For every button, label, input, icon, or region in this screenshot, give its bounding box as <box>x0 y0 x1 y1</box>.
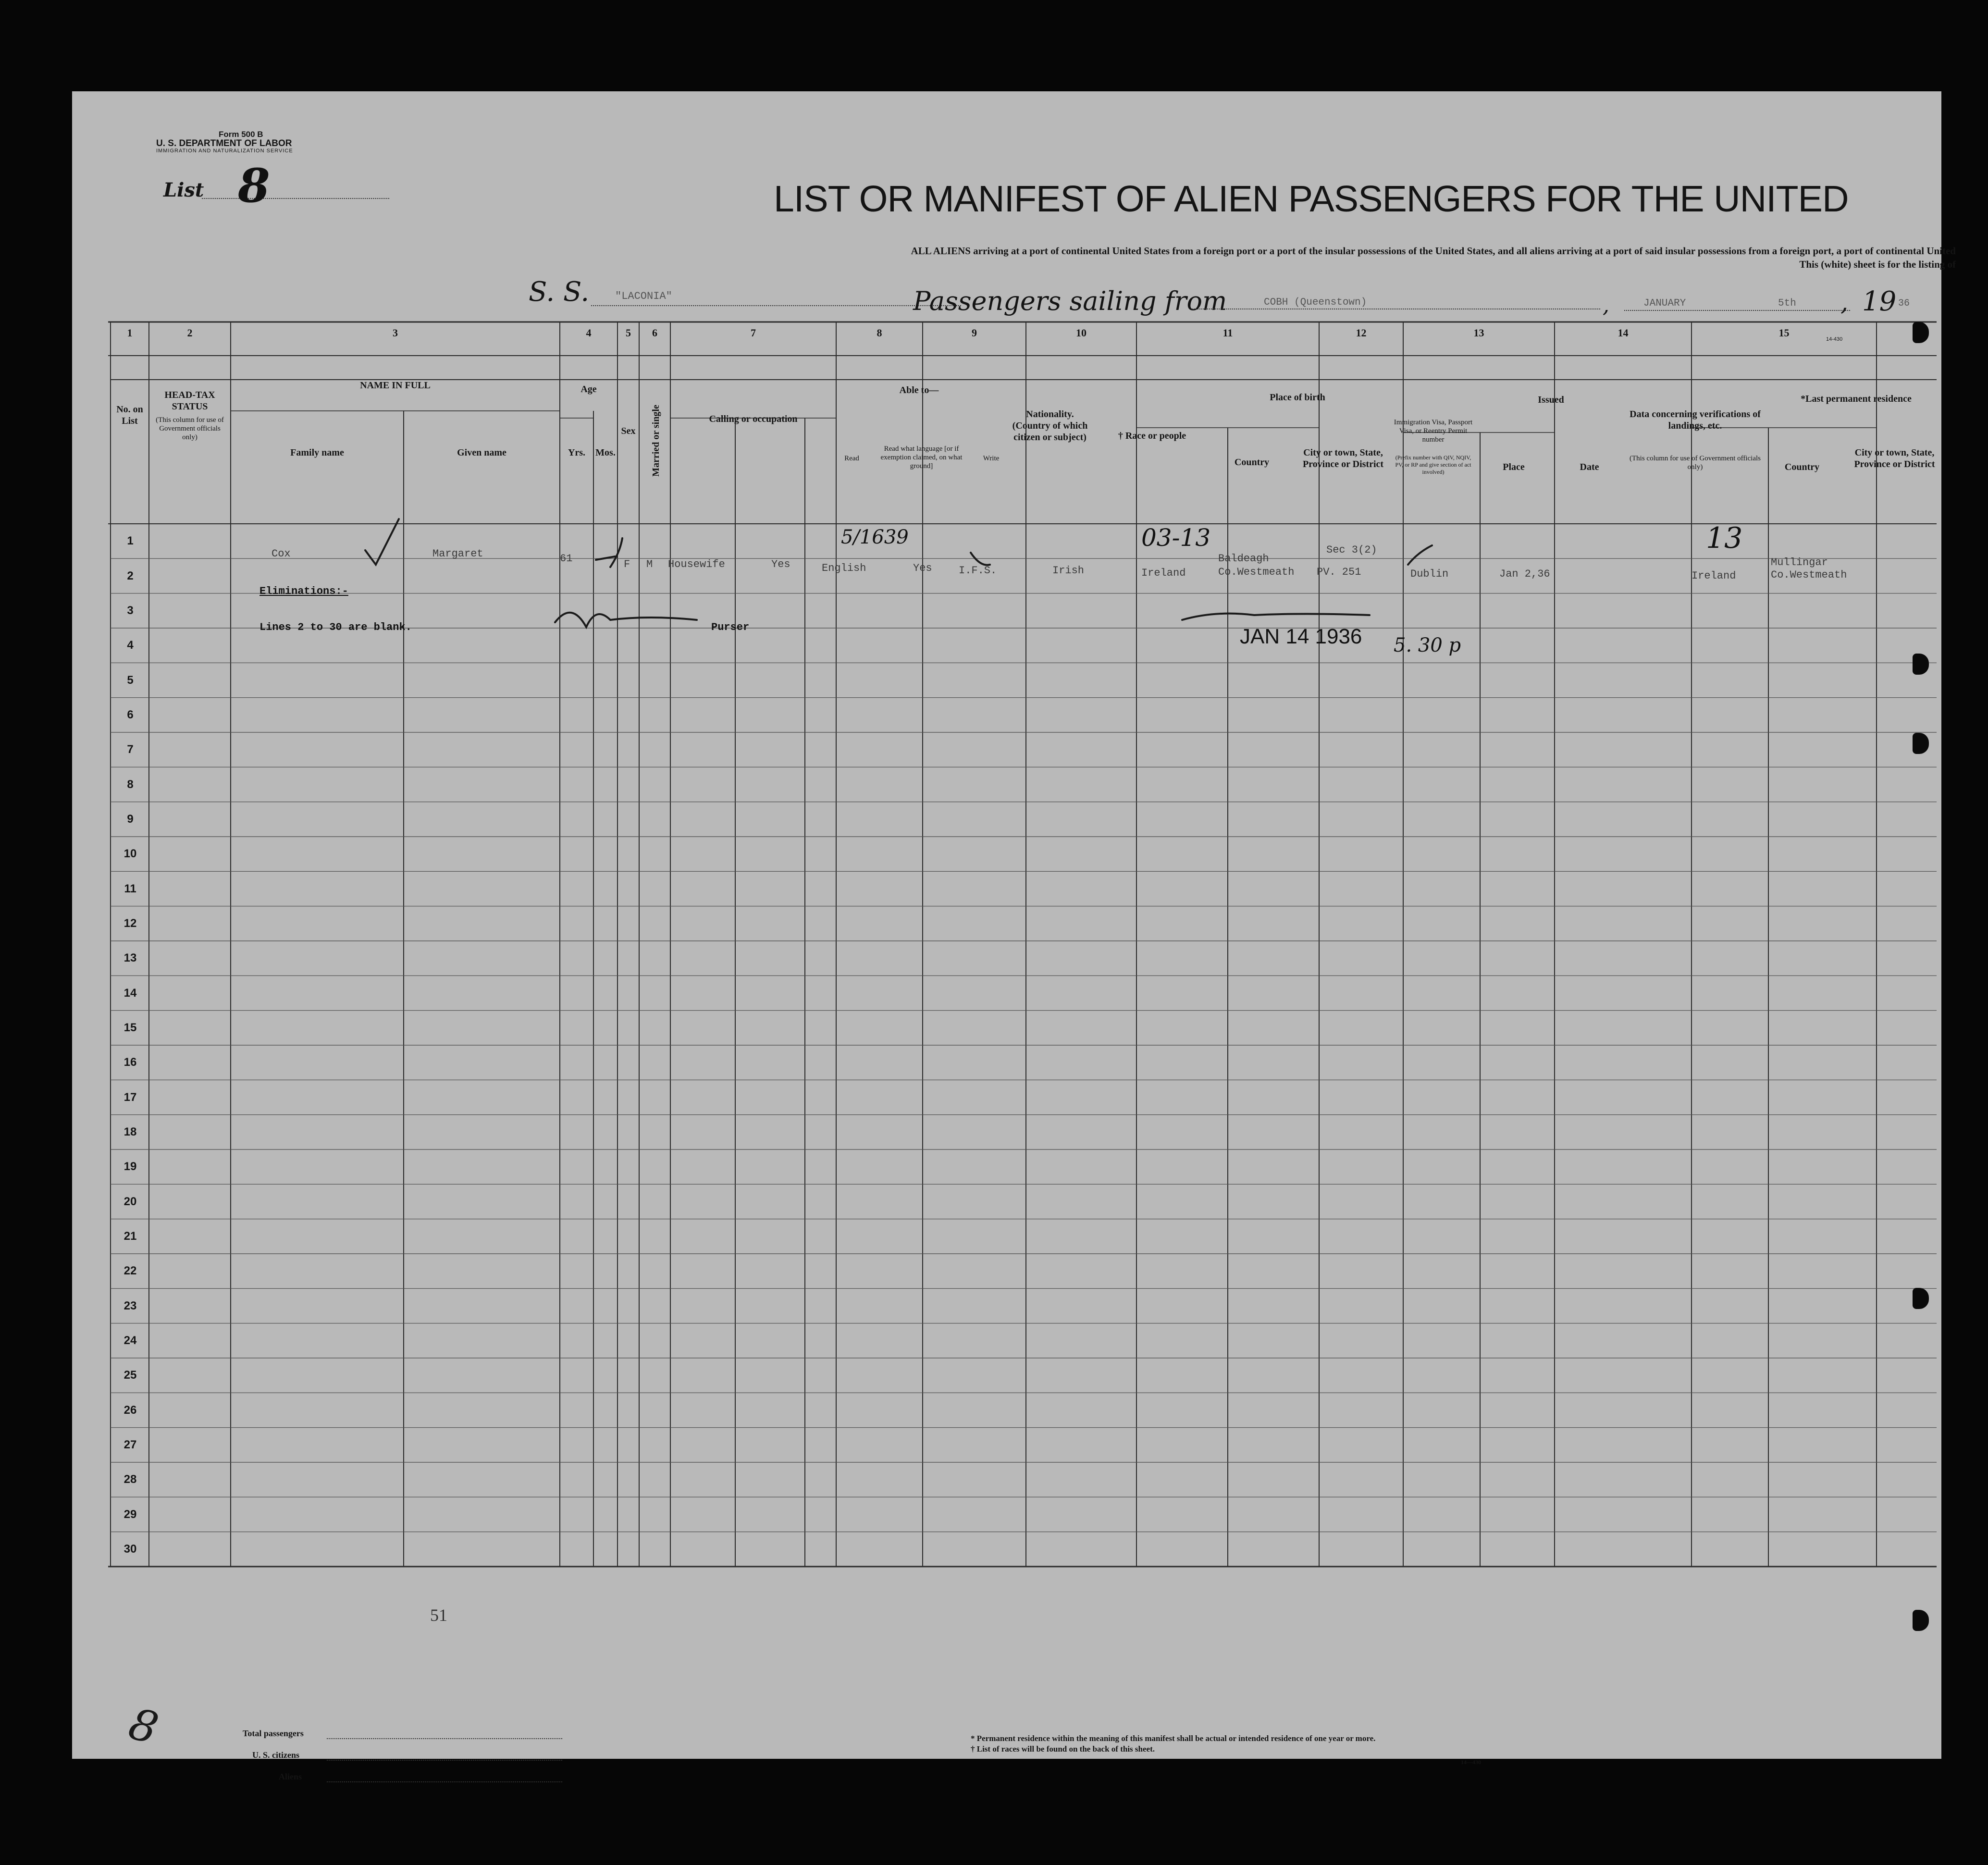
entry-given-name: Margaret <box>432 548 483 560</box>
hand-res-code: 13 <box>1706 521 1743 555</box>
check-nationality <box>971 553 990 565</box>
header-read-language: Read what language [or if exemption claimed, on what ground] <box>880 445 963 470</box>
header-age: Age <box>580 384 597 395</box>
header-place-of-birth: Place of birth <box>1270 392 1325 403</box>
entry-occupation: Housewife <box>668 558 725 570</box>
manifest-title: LIST OR MANIFEST OF ALIEN PASSENGERS FOR THE UNITED <box>774 178 1849 220</box>
manifest-sheet <box>72 91 1956 1781</box>
entry-visa-number: PV. 251 <box>1317 566 1361 578</box>
sailing-day: 5th <box>1778 298 1796 309</box>
header-read: Read <box>844 455 859 462</box>
col-num-6: 6 <box>652 327 657 339</box>
row-number: 16 <box>123 1056 137 1069</box>
subtitle-line2: This (white) sheet is for the listing of <box>1799 259 1956 270</box>
col-num-2: 2 <box>187 327 193 339</box>
handwriting-layer <box>72 91 1941 1759</box>
row-number: 7 <box>127 743 134 756</box>
col-num-10: 10 <box>1076 327 1087 339</box>
entry-birth-district: Co.Westmeath <box>1218 566 1295 578</box>
header-married: Married or single <box>651 405 661 477</box>
row-number: 20 <box>123 1195 137 1208</box>
col-num-5: 5 <box>626 327 631 339</box>
year-suffix: 36 <box>1898 298 1910 309</box>
header-verifications: Data concerning verifications of landings, etc. <box>1630 409 1761 431</box>
header-name-in-full: NAME IN FULL <box>360 380 431 391</box>
check-visa <box>1408 545 1432 565</box>
header-race: † Race or people <box>1118 431 1186 441</box>
footer-total: Total passengers <box>243 1729 304 1738</box>
entry-birth-country: Ireland <box>1141 567 1186 579</box>
header-birth-country: Country <box>1234 457 1270 468</box>
purser-signature <box>555 613 697 627</box>
header-given-name: Given name <box>457 447 506 458</box>
header-head-tax: HEAD-TAX STATUS <box>164 390 215 412</box>
row-number: 5 <box>127 673 134 687</box>
col-num-14: 14 <box>1618 327 1629 339</box>
sailing-month: JANUARY <box>1643 298 1686 309</box>
col-num-8: 8 <box>877 327 882 339</box>
margin-mark: 8 <box>123 1698 163 1754</box>
footer-aliens-line <box>327 1772 562 1782</box>
row-number: 18 <box>123 1125 137 1138</box>
header-head-tax-note: (This column for use of Government officials only) <box>156 416 224 441</box>
slash-mark <box>610 538 622 567</box>
row-number: 2 <box>127 569 134 582</box>
entry-issued-place: Dublin <box>1410 568 1449 580</box>
year-prefix: 19 <box>1862 286 1897 317</box>
col-num-1: 1 <box>127 327 133 339</box>
entry-family-name: Cox <box>272 548 291 560</box>
date-stamp: JAN 14 1936 <box>1240 625 1362 648</box>
list-number: 8 <box>238 159 270 213</box>
signature-john <box>1182 614 1370 620</box>
col-num-9: 9 <box>972 327 977 339</box>
row-number: 30 <box>123 1542 137 1556</box>
header-res-country: Country <box>1784 462 1820 472</box>
purser-label: Purser <box>711 621 750 633</box>
comma: , <box>1603 293 1609 318</box>
entry-res-city: Mullingar <box>1771 556 1828 568</box>
small-number: 51 <box>430 1606 447 1625</box>
dash-mark <box>596 556 615 560</box>
subtitle-line1: ALL ALIENS arriving at a port of continental United States from a foreign port or a port of the insular possessions of the United States, and all aliens arriving at a port of said insular possessions from a foreign port, a port of continental United <box>911 245 1956 257</box>
header-sex: Sex <box>621 426 636 436</box>
col-num-11: 11 <box>1222 327 1233 339</box>
entry-age-yrs: 61 <box>560 553 573 565</box>
header-calling: Calling or occupation <box>709 414 798 424</box>
row-number: 25 <box>123 1369 137 1382</box>
row-number: 28 <box>123 1473 137 1486</box>
entry-marital: M <box>646 558 653 570</box>
entry-race: Irish <box>1052 565 1085 577</box>
footer-aliens: Aliens <box>279 1772 302 1781</box>
row-number: 19 <box>123 1160 137 1173</box>
row-number: 17 <box>123 1090 137 1104</box>
comma-2: , <box>1840 288 1848 316</box>
list-label: List <box>163 179 204 201</box>
col-num-15: 15 <box>1778 327 1790 339</box>
entry-birth-city: Baldeagh <box>1218 553 1269 565</box>
row-number: 3 <box>127 604 134 617</box>
row-number: 1 <box>127 534 134 548</box>
col-num-4: 4 <box>586 327 592 339</box>
footer-citizens: U. S. citizens <box>252 1750 299 1760</box>
row-number: 4 <box>127 639 134 652</box>
header-residence: *Last permanent residence <box>1801 394 1912 404</box>
header-yrs: Yrs. <box>568 447 586 458</box>
ss-label: S. S. <box>529 276 590 308</box>
entry-language: English <box>822 562 866 574</box>
entry-read: Yes <box>771 558 790 570</box>
col-num-13: 13 <box>1473 327 1484 339</box>
header-res-city: City or town, State, Province or District <box>1854 447 1935 469</box>
blank-lines-note: Lines 2 to 30 are blank. <box>259 621 412 633</box>
checkmark-1 <box>365 519 399 565</box>
ship-name: "LACONIA" <box>615 290 672 302</box>
form-code: 14-430 <box>1826 336 1843 342</box>
entry-issued-date: Jan 2,36 <box>1499 568 1550 580</box>
entry-nationality: I.F.S. <box>959 565 997 577</box>
header-family-name: Family name <box>290 447 344 458</box>
row-number: 12 <box>123 916 137 930</box>
header-write: Write <box>983 455 1000 462</box>
header-visa: Immigration Visa, Passport Visa, or Reentry Permit number <box>1394 419 1473 444</box>
row-number: 29 <box>123 1507 137 1521</box>
row-number: 9 <box>127 812 134 826</box>
hand-code: 5. 30 p <box>1394 634 1461 656</box>
row-number: 13 <box>123 951 137 965</box>
header-mos: Mos. <box>595 447 616 458</box>
footer-total-line <box>327 1729 562 1739</box>
row-number: 11 <box>124 882 136 895</box>
sailing-port: COBH (Queenstown) <box>1264 297 1367 308</box>
header-issued-place: Place <box>1503 462 1525 472</box>
row-number: 27 <box>123 1438 137 1451</box>
row-number: 26 <box>123 1403 137 1417</box>
col-num-7: 7 <box>751 327 756 339</box>
row-number: 24 <box>123 1334 137 1347</box>
row-number: 15 <box>123 1021 137 1034</box>
entry-visa-section: Sec 3(2) <box>1326 544 1377 556</box>
col-num-12: 12 <box>1356 327 1367 339</box>
header-birth-city: City or town, State, Province or District <box>1302 447 1384 469</box>
header-issued: Issued <box>1538 395 1564 405</box>
row-number: 6 <box>127 708 134 721</box>
eliminations-label: Eliminations:- <box>259 585 348 597</box>
footer-code: 14—430 <box>1461 1759 1481 1766</box>
footer-note-2: † List of races will be found on the back of this sheet. <box>971 1744 1155 1754</box>
header-able-to: Able to— <box>899 385 939 395</box>
footer-citizens-line <box>327 1750 562 1761</box>
form-number: Form 500 B <box>219 130 263 139</box>
hand-read-number: 5/1639 <box>841 526 909 548</box>
entry-write: Yes <box>913 562 932 574</box>
row-number: 10 <box>123 847 137 861</box>
header-nationality: Nationality. (Country of which citizen or subject) <box>1012 409 1088 443</box>
row-number: 21 <box>123 1229 137 1243</box>
entry-res-country: Ireland <box>1692 570 1736 582</box>
col-num-3: 3 <box>393 327 398 339</box>
header-visa-note: (Prefix number with QIV, NQIV, PV, or RP and give section of act involved) <box>1395 454 1471 475</box>
header-verifications-note: (This column for use of Government officials only) <box>1630 455 1761 471</box>
entry-sex: F <box>624 558 630 570</box>
department: U. S. DEPARTMENT OF LABOR <box>156 138 292 148</box>
entry-res-district: Co.Westmeath <box>1771 569 1847 581</box>
header-no-on-list: No. on List <box>116 404 143 426</box>
row-number: 22 <box>123 1264 137 1278</box>
row-number: 8 <box>127 778 134 791</box>
service: IMMIGRATION AND NATURALIZATION SERVICE <box>156 148 293 154</box>
hand-birth-code: 03-13 <box>1141 524 1211 552</box>
sailing-label: Passengers sailing from <box>913 286 1227 316</box>
row-number: 23 <box>123 1299 137 1312</box>
header-issued-date: Date <box>1580 462 1599 472</box>
footer-note-1: * Permanent residence within the meaning of this manifest shall be actual or intended residence of one year or more. <box>971 1734 1376 1743</box>
row-number: 14 <box>123 986 137 1000</box>
